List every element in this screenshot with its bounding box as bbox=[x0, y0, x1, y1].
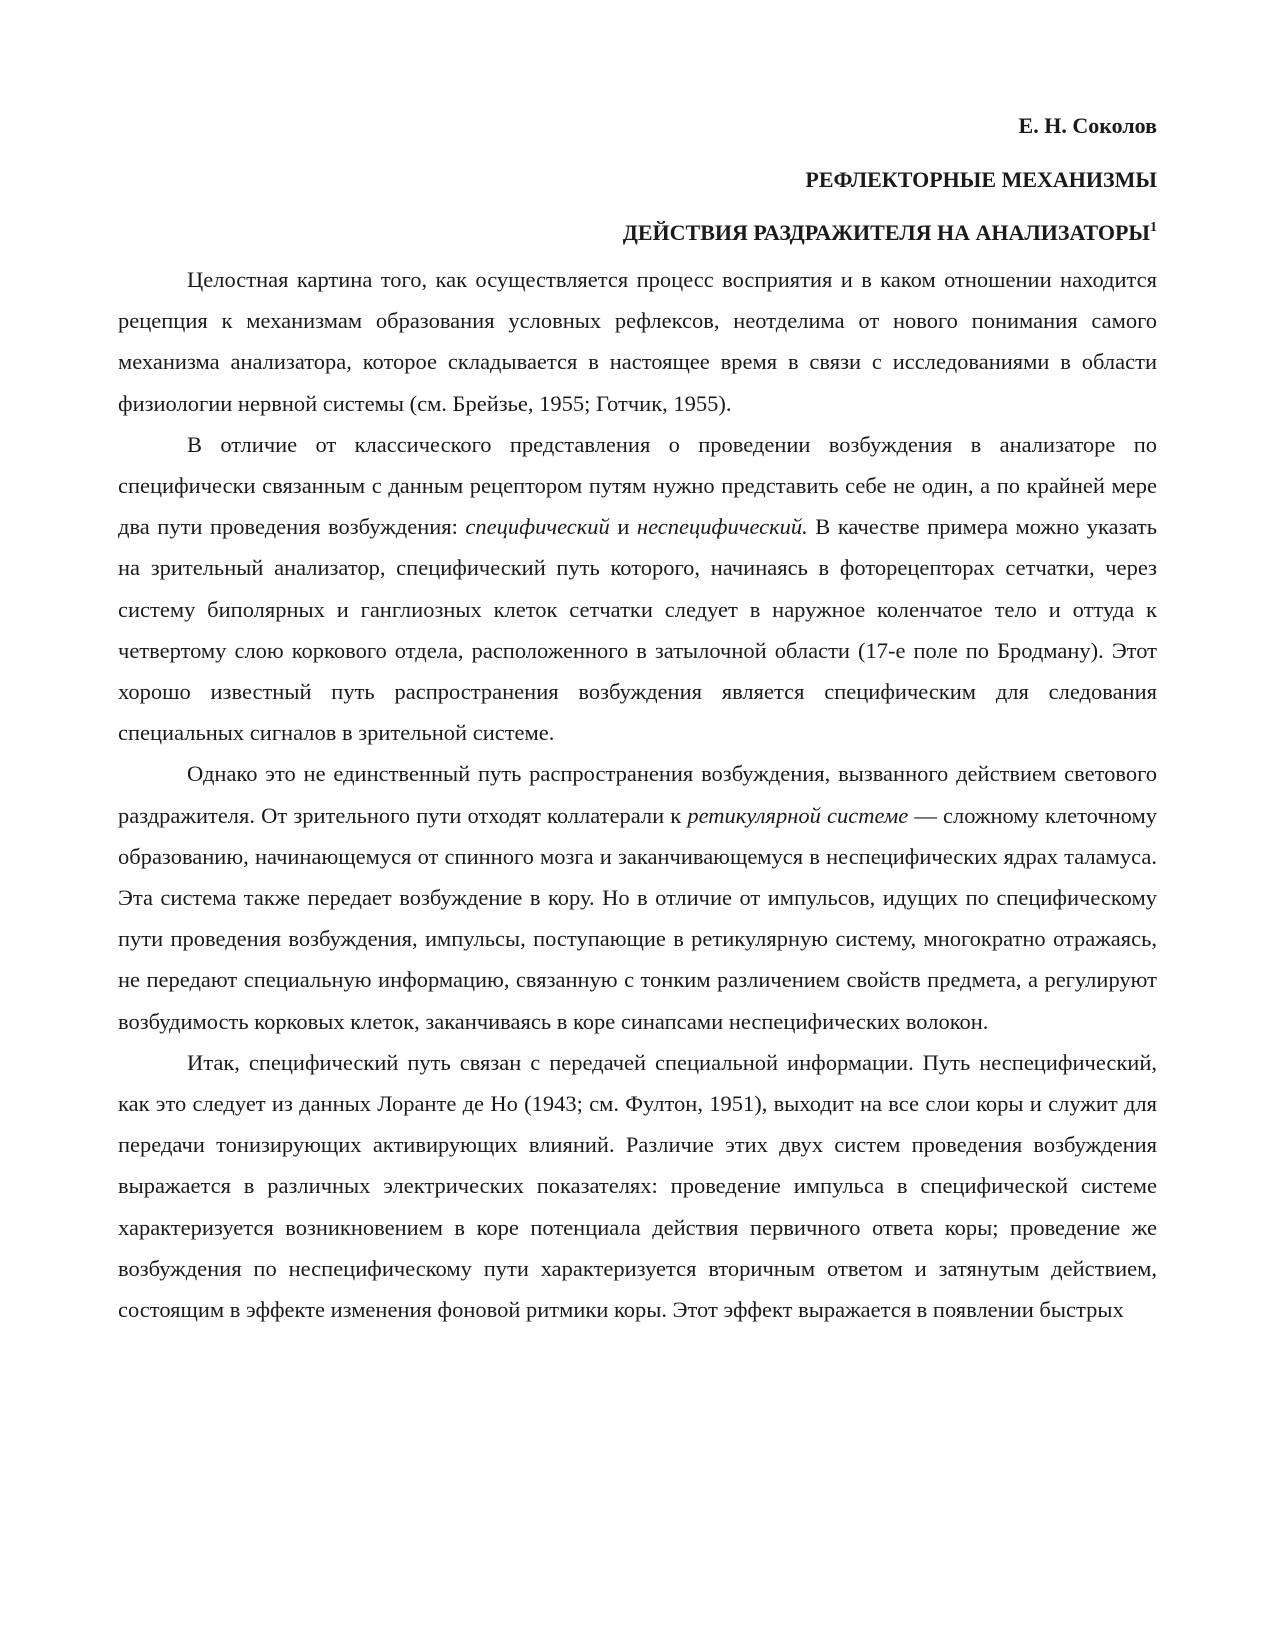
paragraph-2-text-c: В качестве примера можно указать на зрительный анализатор, специфический путь которого, начинаясь в фоторецепторах сетчатки, через систему биполярных и ганглиозных клеток сетчатки следует в наружное коленчатое тело и оттуда к четвертому слою коркового отдела, расположенного в затылочной области (17-е поле по Бродману). Этот хорошо известный путь распространения возбуждения является специфическим для следования специальных сигналов в зрительной системе. bbox=[118, 514, 1157, 746]
paragraph-3-text-a: Однако это не единственный путь распространения возбуждения, вызванного действием светового раздражителя. От зрительного пути отходят коллатерали к bbox=[118, 761, 1157, 828]
paragraph-2-text-a: В отличие от классического представления о проведении возбуждения в анализаторе по специфически связанным с данным рецептором путям нужно представить себе не один, а по крайней мере два пути проведения возбуждения: bbox=[118, 431, 1157, 540]
term-nonspecific: неспецифический. bbox=[636, 514, 808, 540]
title-line-2-text: ДЕЙСТВИЯ РАЗДРАЖИТЕЛЯ НА АНАЛИЗАТОРЫ bbox=[622, 220, 1150, 245]
paragraph-3-text-b: — сложному клеточному образованию, начинающемуся от спинного мозга и заканчивающемуся в неспецифических ядрах таламуса. Эта система также передает возбуждение в кору. Но в отличие от импульсов, идущих по специфическому пути проведения возбуждения, импульсы, поступающие в ретикулярную систему, многократно отражаясь, не передают специальную информацию, связанную с тонким различением свойств предмета, а регулируют возбудимость корковых клеток, заканчиваясь в коре синапсами неспецифических волокон. bbox=[118, 802, 1157, 1034]
paragraph-3 bbox=[118, 753, 1157, 1041]
paragraph-4 bbox=[118, 1042, 1157, 1330]
paragraph-1-text: Целостная картина того, как осуществляется процесс восприятия и в каком отношении находится рецепция к механизмам образования условных рефлексов, неотделима от нового понимания самого механизма анализатора, которое складывается в настоящее время в связи с исследованиями в области физиологии нервной системы (см. Брейзье, 1955; Готчик, 1955). bbox=[118, 267, 1157, 416]
term-reticular-system: ретикулярной системе bbox=[687, 802, 909, 828]
term-specific: специфический bbox=[465, 514, 610, 540]
paragraph-2-text-b: и bbox=[609, 514, 637, 540]
author-name bbox=[118, 106, 1157, 146]
paragraph-1 bbox=[118, 259, 1157, 424]
page-content bbox=[118, 106, 1157, 1330]
footnote-mark: 1 bbox=[1150, 220, 1157, 235]
body-text bbox=[118, 259, 1157, 1330]
paragraph-4-text: Итак, специфический путь связан с передачей специальной информации. Путь неспецифический, как это следует из данных Лоранте де Но (1943; см. Фултон, 1951), выходит на все слои коры и служит для передачи тонизирующих активирующих влияний. Различие этих двух систем проведения возбуждения выражается в различных электрических показателях: проведение импульса в специфической системе характеризуется возникновением в коре потенциала действия первичного ответа коры; проведение же возбуждения по неспецифическому пути характеризуется вторичным ответом и затянутым действием, состоящим в эффекте изменения фоновой ритмики коры. Этот эффект выражается в появлении быстрых bbox=[118, 1049, 1157, 1323]
title-line-2 bbox=[118, 213, 1157, 253]
title-line-1-text: РЕФЛЕКТОРНЫЕ МЕХАНИЗМЫ bbox=[805, 167, 1157, 192]
paragraph-2 bbox=[118, 424, 1157, 754]
author-name-text: Е. Н. Соколов bbox=[1018, 113, 1157, 138]
title-line-1 bbox=[118, 160, 1157, 200]
